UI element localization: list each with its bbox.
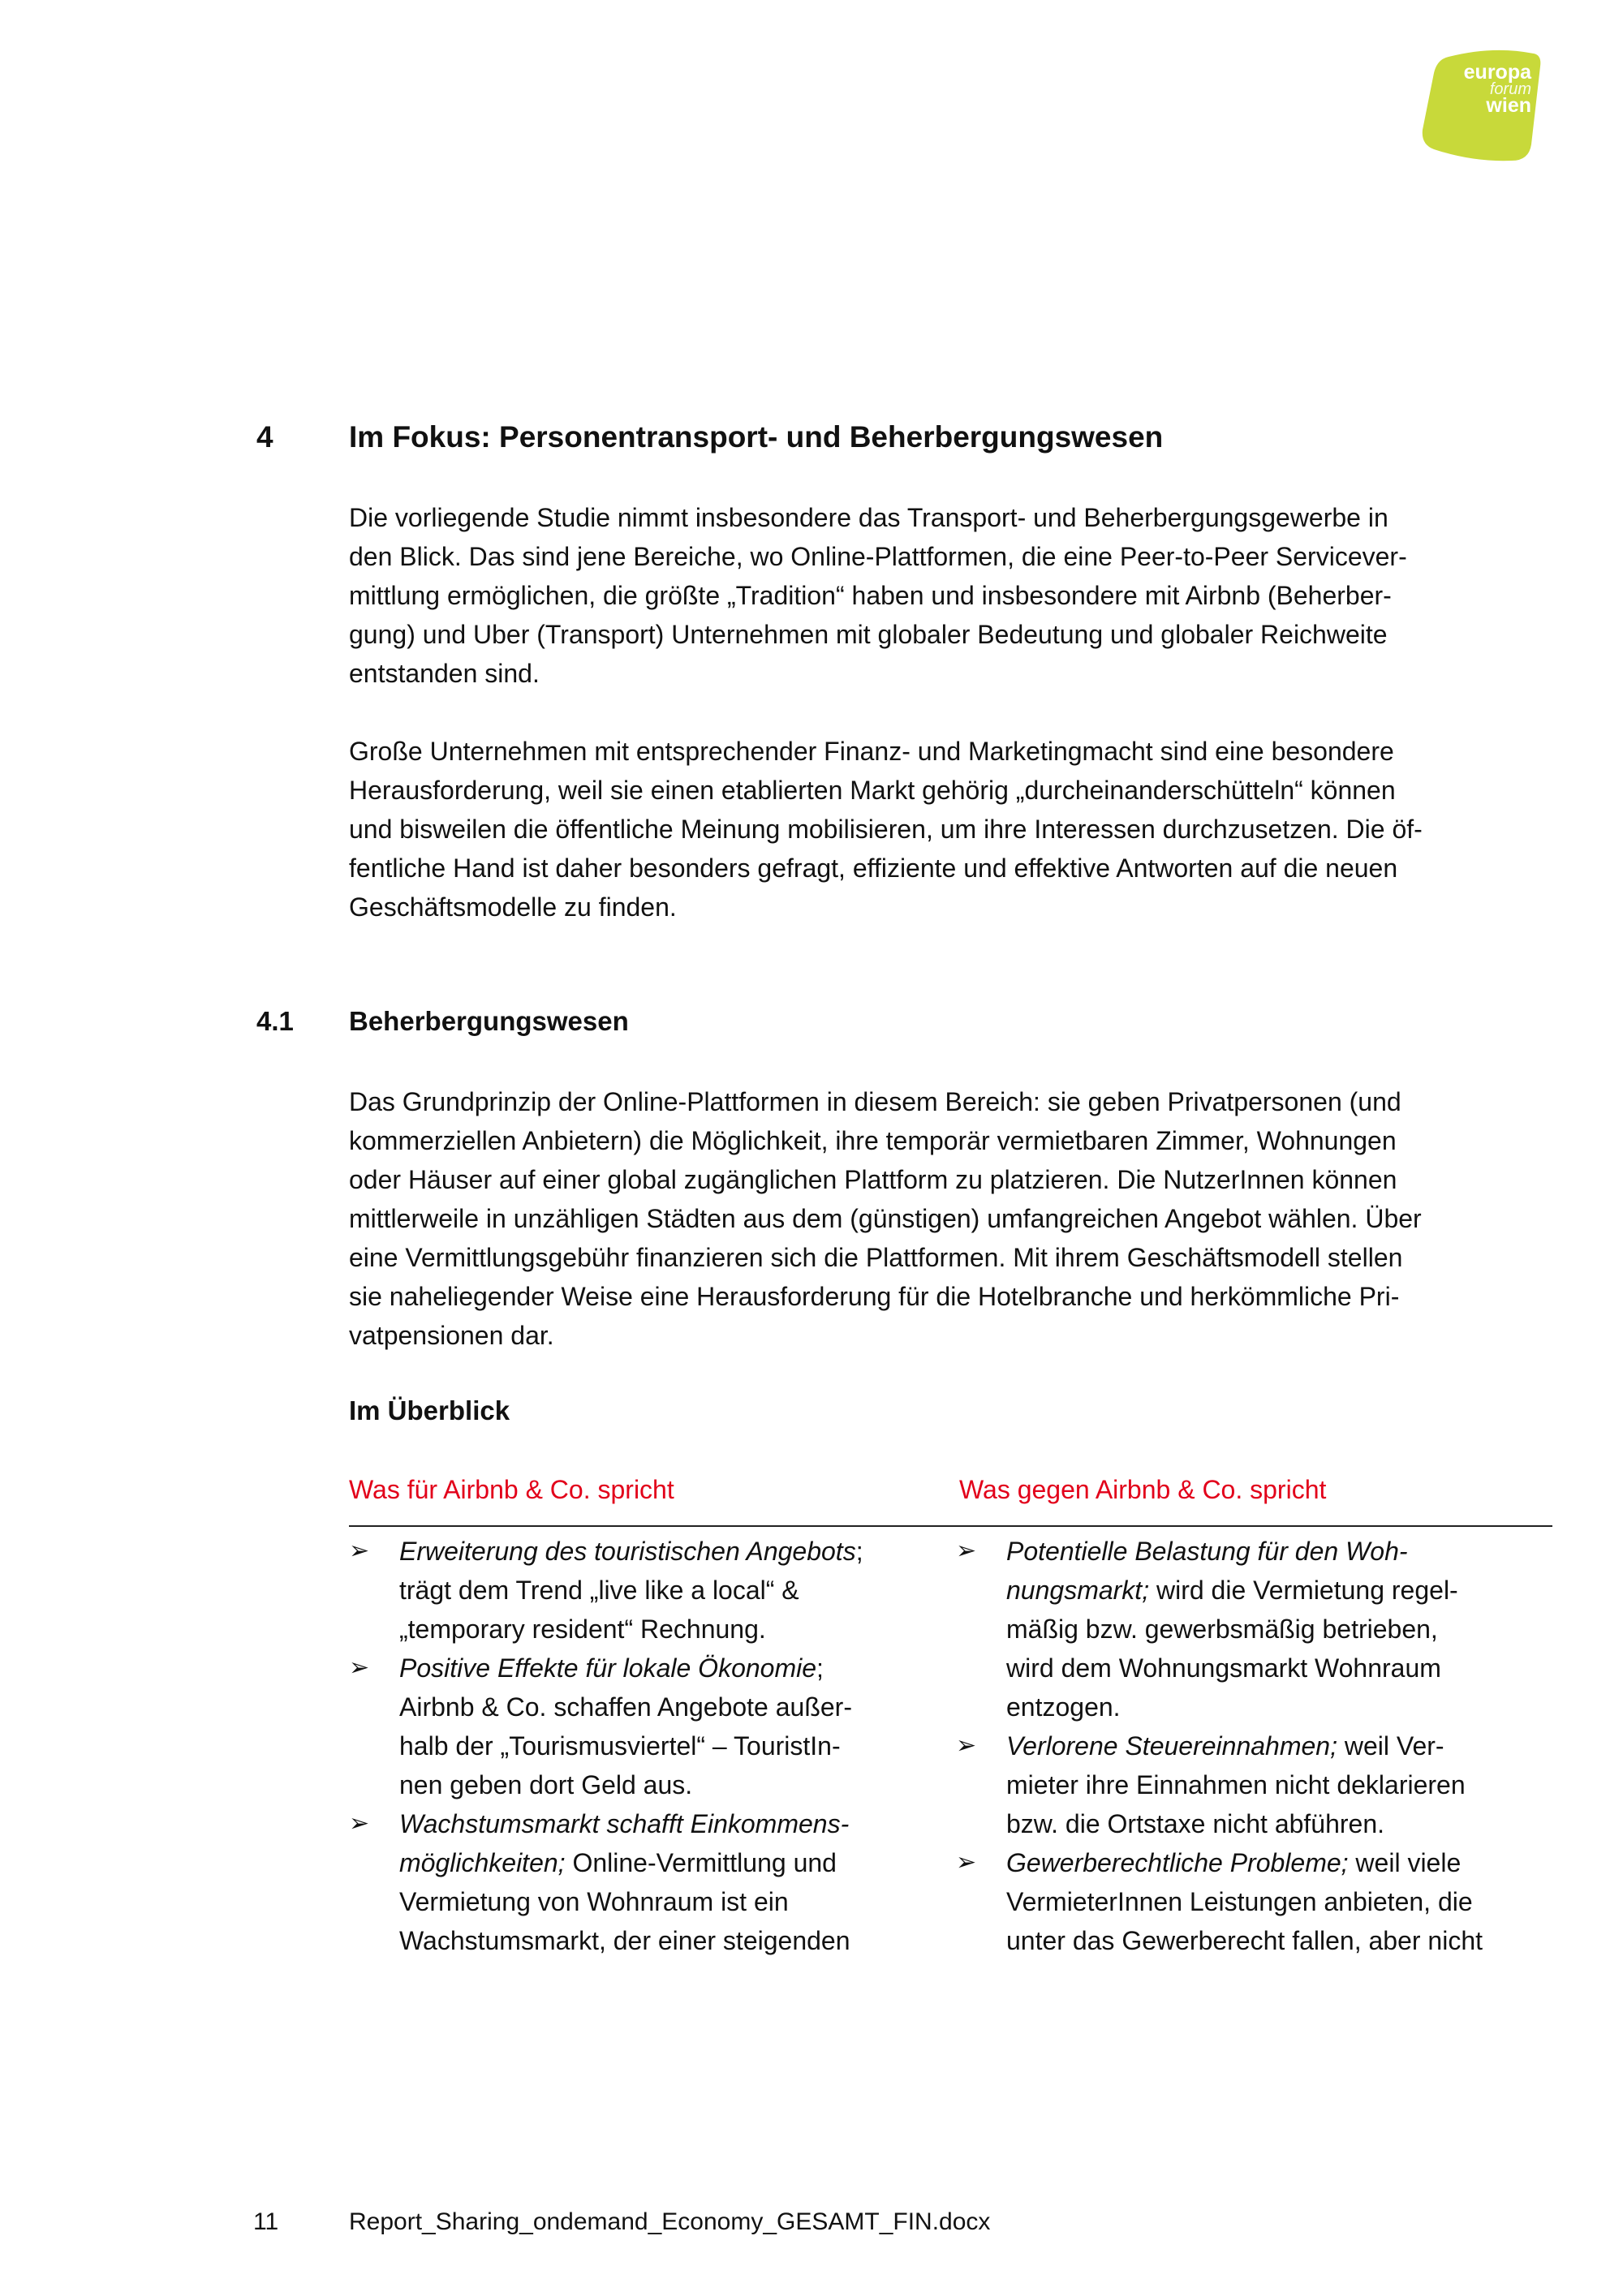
arrow-bullet-icon: ➢ [956, 1732, 977, 1759]
table-header-rule [349, 1525, 1552, 1527]
bullet-line [1006, 1726, 1556, 1765]
paragraph-line: gung) und Uber (Transport) Unternehmen mit globaler Bedeutung und globaler Reichweite [349, 620, 1388, 649]
paragraph-line: Die vorliegende Studie nimmt insbesondere das Transport- und Beherbergungsgewerbe in [349, 503, 1388, 532]
paragraph-line: mittlung ermöglichen, die größte „Tradition“ haben und insbesondere mit Airbnb (Beherber- [349, 581, 1392, 610]
bullet-line [1006, 1610, 1556, 1649]
bullet-text: entzogen. [1006, 1692, 1121, 1722]
section-paragraph-1 [349, 498, 1550, 693]
bullet-text: ; [855, 1537, 863, 1566]
bullet-line [399, 1882, 917, 1921]
bullet-text: nen geben dort Geld aus. [399, 1770, 693, 1799]
bullet-emphasis: möglichkeiten; [399, 1848, 566, 1877]
bullet-emphasis: Wachstumsmarkt schafft Einkommens- [399, 1809, 850, 1838]
logo-word-forum: forum [1489, 80, 1531, 98]
paragraph-line: Herausforderung, weil sie einen etablierten Markt gehörig „durcheinanderschütteln“ können [349, 776, 1396, 805]
bullet-text: mäßig bzw. gewerbsmäßig betrieben, [1006, 1615, 1438, 1644]
bullet-text: VermieterInnen Leistungen anbieten, die [1006, 1887, 1473, 1916]
pro-column-header: Was für Airbnb & Co. spricht [349, 1475, 674, 1504]
bullet-text: ; [816, 1653, 824, 1683]
bullet-text: weil Ver- [1337, 1731, 1444, 1761]
bullet-line [399, 1804, 917, 1843]
paragraph-line: Das Grundprinzip der Online-Plattformen in diesem Bereich: sie geben Privatpersonen (und [349, 1087, 1401, 1116]
arrow-bullet-icon: ➢ [349, 1654, 370, 1681]
bullet-text: Vermietung von Wohnraum ist ein [399, 1887, 789, 1916]
bullet-emphasis: Verlorene Steuereinnahmen; [1006, 1731, 1337, 1761]
page-number: 11 [253, 2208, 279, 2235]
paragraph-line: vatpensionen dar. [349, 1321, 554, 1350]
pro-column [349, 1532, 917, 1960]
bullet-text: mieter ihre Einnahmen nicht deklarieren [1006, 1770, 1466, 1799]
subsection-number: 4.1 [256, 1006, 294, 1036]
subsection-paragraph [349, 1082, 1550, 1355]
arrow-bullet-icon: ➢ [956, 1849, 977, 1876]
bullet-emphasis: Potentielle Belastung für den Woh- [1006, 1537, 1408, 1566]
bullet-text: Airbnb & Co. schaffen Angebote außer- [399, 1692, 852, 1722]
section-number: 4 [256, 420, 273, 454]
logo-text [1416, 63, 1531, 115]
right-bullet-item [956, 1532, 1556, 1726]
bullet-line [399, 1843, 917, 1882]
bullet-text: wird dem Wohnungsmarkt Wohnraum [1006, 1653, 1441, 1683]
subsection-title: Beherbergungswesen [349, 1006, 629, 1036]
paragraph-line: und bisweilen die öffentliche Meinung mobilisieren, um ihre Interessen durchzusetzen. Die öf- [349, 815, 1423, 844]
bullet-line [1006, 1804, 1556, 1843]
bullet-line [399, 1571, 917, 1610]
contra-column-header: Was gegen Airbnb & Co. spricht [959, 1475, 1327, 1504]
left-bullet-item [349, 1804, 917, 1960]
bullet-text: trägt dem Trend „live like a local“ & [399, 1576, 799, 1605]
bullet-line [399, 1688, 917, 1726]
bullet-line [399, 1726, 917, 1765]
paragraph-line: Geschäftsmodelle zu finden. [349, 892, 677, 922]
bullet-line [1006, 1882, 1556, 1921]
bullet-text: Online-Vermittlung und [565, 1848, 837, 1877]
bullet-line [1006, 1921, 1556, 1960]
bullet-text: unter das Gewerberecht fallen, aber nicht [1006, 1926, 1483, 1955]
bullet-text: Wachstumsmarkt, der einer steigenden [399, 1926, 850, 1955]
logo-word-europa: europa [1463, 61, 1531, 84]
bullet-line [399, 1649, 917, 1688]
europaforum-wien-logo [1416, 49, 1546, 166]
arrow-bullet-icon: ➢ [349, 1810, 370, 1837]
bullet-line [1006, 1843, 1556, 1882]
bullet-line [399, 1610, 917, 1649]
bullet-line [1006, 1571, 1556, 1610]
bullet-emphasis: Erweiterung des touristischen Angebots [399, 1537, 856, 1566]
section-paragraph-2 [349, 732, 1550, 927]
contra-column [956, 1532, 1556, 1960]
footer-filename: Report_Sharing_ondemand_Economy_GESAMT_FIN.docx [349, 2208, 991, 2235]
left-bullet-item [349, 1532, 917, 1649]
paragraph-line: Große Unternehmen mit entsprechender Finanz- und Marketingmacht sind eine besondere [349, 737, 1394, 766]
paragraph-line: fentliche Hand ist daher besonders gefragt, effiziente und effektive Antworten auf die neuen [349, 853, 1398, 883]
bullet-text: halb der „Tourismusviertel“ – TouristIn- [399, 1731, 841, 1761]
bullet-line [399, 1765, 917, 1804]
bullet-emphasis: Gewerberechtliche Probleme; [1006, 1848, 1349, 1877]
section-title: Im Fokus: Personentransport- und Beherbergungswesen [349, 420, 1164, 454]
paragraph-line: mittlerweile in unzähligen Städten aus dem (günstigen) umfangreichen Angebot wählen. Über [349, 1204, 1422, 1233]
right-bullet-item [956, 1843, 1556, 1960]
paragraph-line: sie naheliegender Weise eine Herausforderung für die Hotelbranche und herkömmliche Pri- [349, 1282, 1400, 1311]
logo-word-wien: wien [1486, 94, 1531, 117]
paragraph-line: eine Vermittlungsgebühr finanzieren sich die Plattformen. Mit ihrem Geschäftsmodell stellen [349, 1243, 1403, 1272]
paragraph-line: oder Häuser auf einer global zugänglichen Plattform zu platzieren. Die NutzerInnen können [349, 1165, 1397, 1194]
paragraph-line: den Blick. Das sind jene Bereiche, wo Online-Plattformen, die eine Peer-to-Peer Servicever- [349, 542, 1407, 571]
paragraph-line: entstanden sind. [349, 659, 540, 688]
bullet-emphasis: Positive Effekte für lokale Ökonomie [399, 1653, 817, 1683]
arrow-bullet-icon: ➢ [349, 1537, 370, 1564]
bullet-text: „temporary resident“ Rechnung. [399, 1615, 766, 1644]
bullet-line [1006, 1688, 1556, 1726]
bullet-emphasis: nungsmarkt; [1006, 1576, 1150, 1605]
bullet-line [1006, 1532, 1556, 1571]
bullet-line [399, 1532, 917, 1571]
bullet-line [399, 1921, 917, 1960]
left-bullet-item [349, 1649, 917, 1804]
paragraph-line: kommerziellen Anbietern) die Möglichkeit, ihre temporär vermietbaren Zimmer, Wohnungen [349, 1126, 1397, 1155]
overview-title: Im Überblick [349, 1395, 510, 1425]
bullet-text: weil viele [1348, 1848, 1462, 1877]
bullet-line [1006, 1649, 1556, 1688]
arrow-bullet-icon: ➢ [956, 1537, 977, 1564]
right-bullet-item [956, 1726, 1556, 1843]
bullet-text: bzw. die Ortstaxe nicht abführen. [1006, 1809, 1385, 1838]
bullet-line [1006, 1765, 1556, 1804]
bullet-text: wird die Vermietung regel- [1149, 1576, 1458, 1605]
